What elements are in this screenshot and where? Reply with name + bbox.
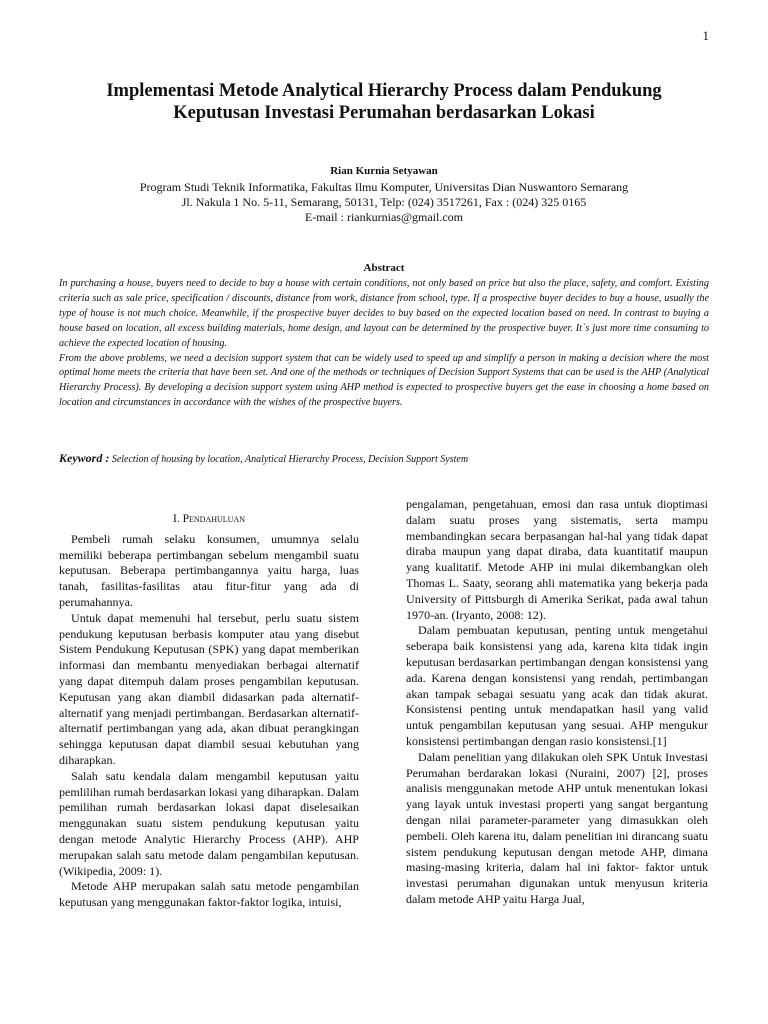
left-column	[59, 512, 359, 911]
abstract-heading: Abstract	[363, 262, 405, 274]
abstract-paragraph: In purchasing a house, buyers need to decide to buy a house with certain conditions, not only based on price but also the place, safety, and comfort. Existing criteria such as sale price, specification / discounts, distance from work, distance from school, type. If a prospective buyer decides to buy a house, usually the type of house is not much choice. Meanwhile, if the prospective buyer decides to buy based on the expected location based on need. In contrast to buying a house based on location, all excess building materials, home design, and layout can be determined by the prospective buyer. It`s just more time consuming to achieve the expected location of housing.	[59, 278, 709, 349]
keyword-label: Keyword :	[59, 451, 110, 465]
abstract-body	[59, 277, 709, 411]
abstract-paragraph: From the above problems, we need a decision support system that can be widely used to speed up and simplify a person in making a decision where the most optimal home meets the criteria that have been set. And one of the methods or techniques of Decision Support Systems that can be used is the AHP (Analytical Hierarchy Process). By developing a decision support system using AHP method is expected to prospective buyers get the ease in choosing a home based on location and circumstances in accordance with the wishes of the prospective buyers.	[59, 352, 709, 409]
affiliation-email: E-mail : riankurnias@gmail.com	[304, 210, 463, 224]
body-paragraph: Dalam pembuatan keputusan, penting untuk mengetahui seberapa baik konsistensi yang ada, karena kita tidak ingin keputusan berdasarkan pertimbangan dengan konsistensi yang ada. Karena dengan konsistensi yang rendah, pertimbangan akan tampak sebagai sesuatu yang acak dan tidak akurat. Konsistensi penting untuk mendapatkan hasil yang valid untuk pengambilan keputusan yang sesuai. AHP mengukur konsistensi pertimbangan dengan rasio konsistensi.[1]	[406, 623, 708, 748]
paper-title	[40, 80, 728, 124]
section-title-rest: endahuluan	[189, 513, 245, 525]
body-paragraph: Untuk dapat memenuhi hal tersebut, perlu suatu sistem pendukung keputusan berbasis komputer atau yang disebut Sistem Pendukung Keputusan (SPK) yang dapat memberikan informasi dan membantu menyediakan berbagai alternatif yang dapat ditempuh dalam proses pengambilan keputusan. Keputusan yang akan diambil didasarkan pada alternatif-alternatif yang menjadi pertimbangan. Berdasarkan alternatif-alternatif pertimbangan yang ada, akan dibuat perangkingan sehingga keputusan dapat diambil sesuai kebutuhan yang diharapkan.	[59, 610, 359, 767]
body-paragraph: Metode AHP merupakan salah satu metode pengambilan keputusan yang menggunakan faktor-faktor logika, intuisi,	[59, 879, 359, 910]
affiliation	[0, 180, 768, 225]
author-name: Rian Kurnia Setyawan	[330, 165, 438, 177]
section-heading	[59, 512, 359, 528]
keyword-text: Selection of housing by location, Analytical Hierarchy Process, Decision Support System	[111, 454, 469, 465]
body-paragraph: Dalam penelitian yang dilakukan oleh SPK Untuk Investasi Perumahan berdarakan lokasi (Nuraini, 2007) [2], proses analisis menggunakan metode AHP untuk menentukan lokasi yang layak untuk investasi properti yang sangat bergantung dengan nilai parameter-parameter yang dimasukkan oleh pembeli. Oleh karena itu, dalam penelitian ini dirancang suatu sistem pendukung keputusan dengan metode AHP, dimana masing-masing kriteria, dalam hal ini faktor- faktor untuk investasi perumahan digunakan untuk menyusun kriteria dalam metode AHP yaitu Harga Jual,	[406, 749, 708, 906]
affiliation-line: Jl. Nakula 1 No. 5-11, Semarang, 50131, Telp: (024) 3517261, Fax : (024) 325 0165	[181, 195, 587, 209]
keywords	[59, 451, 709, 466]
title-line: Implementasi Metode Analytical Hierarchy Process dalam Pendukung	[106, 81, 662, 101]
affiliation-line: Program Studi Teknik Informatika, Fakultas Ilmu Komputer, Universitas Dian Nuswantoro Semarang	[139, 180, 629, 194]
right-column	[406, 497, 708, 908]
body-paragraph: Pembeli rumah selaku konsumen, umumnya selalu memiliki beberapa pertimbangan sebelum mengambil suatu keputusan. Beberapa pertimbangannya yaitu harga, luas tanah, fasilitas-fasilitas atau fitur-fitur yang ada di perumahannya.	[59, 531, 359, 609]
body-paragraph: pengalaman, pengetahuan, emosi dan rasa untuk dioptimasi dalam suatu proses yang sistematis, serta mampu membandingkan secara berpasangan hal-hal yang tidak dapat diraba maupun yang dapat diraba, data kuantitatif maupun yang kualitatif. Metode AHP ini mulai dikembangkan oleh Thomas L. Saaty, seorang ahli matematika yang bekerja pada University of Pittsburgh di Amerika Serikat, pada awal tahun 1970-an. (Iryanto, 2008: 12).	[406, 497, 708, 622]
title-line: Keputusan Investasi Perumahan berdasarkan Lokasi	[173, 103, 595, 123]
section-initial: P	[182, 513, 189, 525]
page-number: 1	[702, 28, 709, 43]
body-paragraph: Salah satu kendala dalam mengambil keputusan yaitu pemlilihan rumah berdasarkan lokasi yang diharapkan. Dalam pemilihan rumah berdasarkan lokasi dapat diselesaikan menggunakan suatu sistem pendukung keputusan yaitu dengan metode Analytic Hierarchy Process (AHP). AHP merupakan salah satu metode dalam pengambilan keputusan. (Wikipedia, 2009: 1).	[59, 768, 359, 878]
section-number: I.	[173, 513, 180, 525]
